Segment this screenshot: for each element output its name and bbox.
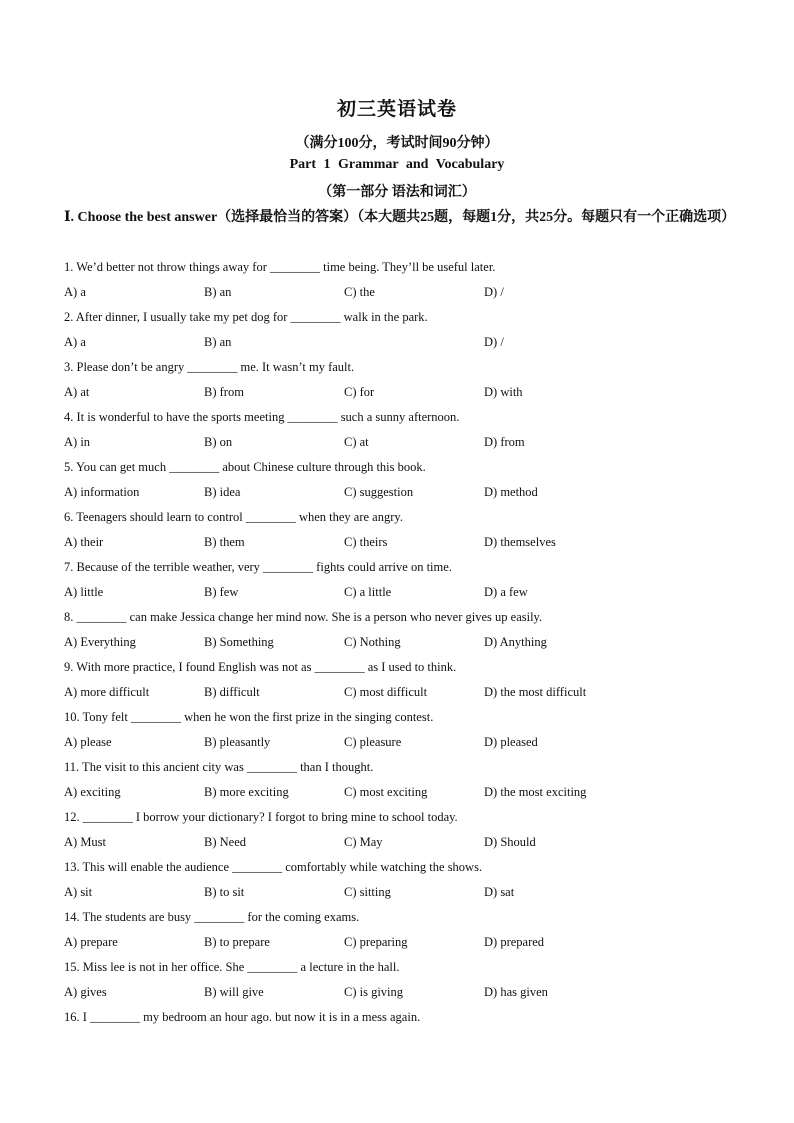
options-row [64,880,744,905]
option-d[interactable]: D) has given [484,985,548,999]
option-d[interactable]: D) with [484,385,523,399]
option-c[interactable]: C) preparing [344,935,408,949]
option-a[interactable]: A) sit [64,885,93,899]
question-stem: 11. The visit to this ancient city was ________ than I thought. [64,760,374,774]
option-d[interactable]: D) sat [484,885,515,899]
option-c[interactable]: C) most exciting [344,785,428,799]
option-c[interactable]: C) a little [344,585,392,599]
question-list [64,255,744,1030]
option-b[interactable]: B) an [204,285,232,299]
option-a[interactable]: A) prepare [64,935,118,949]
options-row [64,680,744,705]
option-c[interactable]: C) pleasure [344,735,402,749]
option-c[interactable]: C) suggestion [344,485,414,499]
option-b[interactable]: B) more exciting [204,785,289,799]
option-b[interactable]: B) an [204,335,232,349]
option-a[interactable]: A) exciting [64,785,121,799]
question-stem: 15. Miss lee is not in her office. She ________ a lecture in the hall. [64,960,400,974]
question-stem: 6. Teenagers should learn to control ________ when they are angry. [64,510,403,524]
option-d[interactable]: D) / [484,285,504,299]
option-d[interactable]: D) the most difficult [484,685,587,699]
options-row [64,730,744,755]
options-row [64,830,744,855]
question-stem: 4. It is wonderful to have the sports meeting ________ such a sunny afternoon. [64,410,460,424]
option-d[interactable]: D) pleased [484,735,538,749]
options-row [64,930,744,955]
option-c[interactable]: C) at [344,435,369,449]
question-stem: 2. After dinner, I usually take my pet dog for ________ walk in the park. [64,310,428,324]
option-d[interactable]: D) from [484,435,525,449]
options-row [64,630,744,655]
option-b[interactable]: B) difficult [204,685,260,699]
options-row [64,430,744,455]
option-b[interactable]: B) to sit [204,885,245,899]
question-stem: 1. We’d better not throw things away for ________ time being. They’ll be useful later. [64,260,496,274]
option-a[interactable]: A) information [64,485,140,499]
option-a[interactable]: A) at [64,385,90,399]
option-a[interactable]: A) please [64,735,112,749]
option-b[interactable]: B) to prepare [204,935,270,949]
option-d[interactable]: D) Should [484,835,536,849]
question-stem: 5. You can get much ________ about Chinese culture through this book. [64,460,426,474]
options-row [64,580,744,605]
question-stem: 12. ________ I borrow your dictionary? I forgot to bring mine to school today. [64,810,458,824]
part-heading-cn: （第一部分 语法和词汇） [318,185,476,200]
options-row [64,480,744,505]
option-a[interactable]: A) Everything [64,635,136,649]
option-d[interactable]: D) a few [484,585,528,599]
exam-subtitle: （满分100分，考试时间90分钟） [295,136,499,151]
option-a[interactable]: A) Must [64,835,107,849]
question-stem: 7. Because of the terrible weather, very ________ fights could arrive on time. [64,560,452,574]
option-a[interactable]: A) a [64,335,86,349]
option-a[interactable]: A) more difficult [64,685,150,699]
option-b[interactable]: B) them [204,535,245,549]
option-b[interactable]: B) pleasantly [204,735,271,749]
option-d[interactable]: D) themselves [484,535,556,549]
option-b[interactable]: B) will give [204,985,264,999]
question-stem: 9. With more practice, I found English was not as ________ as I used to think. [64,660,457,674]
question-stem: 3. Please don’t be angry ________ me. It wasn’t my fault. [64,360,355,374]
question-stem: 16. I ________ my bedroom an hour ago. but now it is in a mess again. [64,1010,421,1024]
option-d[interactable]: D) Anything [484,635,547,649]
option-a[interactable]: A) their [64,535,104,549]
option-c[interactable]: C) sitting [344,885,391,899]
question-stem: 8. ________ can make Jessica change her mind now. She is a person who never gives up easily. [64,610,543,624]
options-row [64,780,744,805]
option-a[interactable]: A) gives [64,985,107,999]
exam-title: 初三英语试卷 [336,99,457,120]
section-heading: Ⅰ. Choose the best answer（选择最恰当的答案）（本大题共25题，每题1分，共25分。每题只有一个正确选项） [64,210,736,225]
question-stem: 14. The students are busy ________ for the coming exams. [64,910,360,924]
option-a[interactable]: A) a [64,285,86,299]
option-d[interactable]: D) / [484,335,504,349]
option-c[interactable]: C) most difficult [344,685,428,699]
option-a[interactable]: A) in [64,435,91,449]
option-d[interactable]: D) method [484,485,538,499]
option-b[interactable]: B) from [204,385,244,399]
options-row [64,530,744,555]
option-a[interactable]: A) little [64,585,104,599]
question-stem: 10. Tony felt ________ when he won the first prize in the singing contest. [64,710,434,724]
options-row [64,330,744,355]
part-heading: Part 1 Grammar and Vocabulary [289,157,505,172]
option-b[interactable]: B) Something [204,635,274,649]
option-b[interactable]: B) on [204,435,233,449]
option-b[interactable]: B) Need [204,835,246,849]
options-row [64,380,744,405]
option-c[interactable]: C) the [344,285,375,299]
option-c[interactable]: C) May [344,835,383,849]
option-c[interactable]: C) for [344,385,375,399]
option-d[interactable]: D) the most exciting [484,785,587,799]
option-b[interactable]: B) idea [204,485,241,499]
question-stem: 13. This will enable the audience ________ comfortably while watching the shows. [64,860,483,874]
options-row [64,280,744,305]
option-c[interactable]: C) is giving [344,985,404,999]
option-c[interactable]: C) Nothing [344,635,401,649]
option-d[interactable]: D) prepared [484,935,545,949]
options-row [64,980,744,1005]
option-c[interactable]: C) theirs [344,535,388,549]
option-b[interactable]: B) few [204,585,239,599]
